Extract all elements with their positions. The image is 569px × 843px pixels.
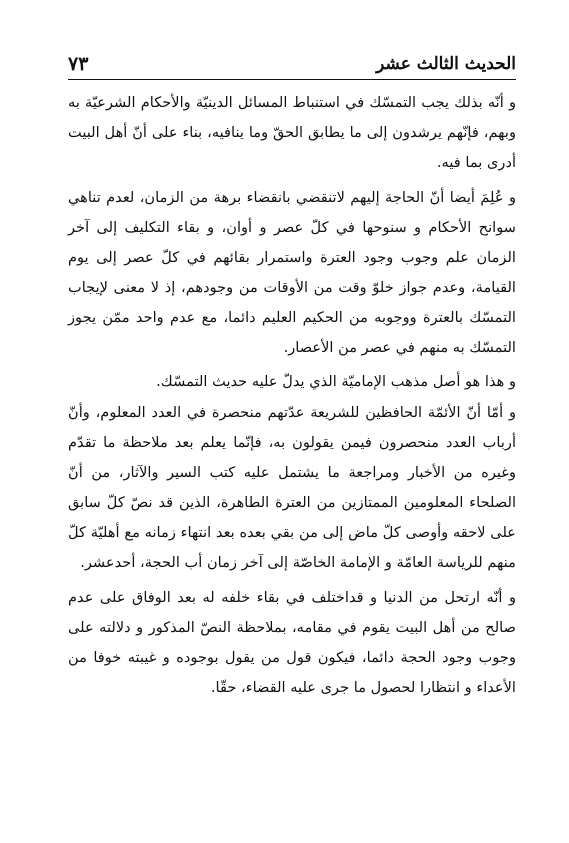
page-body bbox=[68, 88, 516, 707]
paragraph-4: و أمّا أنّ الأئمّة الحافظين للشريعة عدّتهم منحصرة في العدد المعلوم، وأنّ أرباب العدد منحصرون فيمن يقولون به، فإنّما يعلم بعد ملاحظة ما تقدّم وغيره من الأخبار ومراجعة ما يشتمل عليه كتب السير والآثار، من أنّ الصلحاء المعلومين الممتازين من العترة الطاهرة، الذين قد نصّ كلّ سابق على لاحقه وأوصى كلّ ماض إلى من بقي بعده بعد انتهاء زمانه مع أهليّة كلّ منهم للرياسة العامّة و الإمامة الخاصّة إلى آخر زمان أب الحجة، أحدعشر. bbox=[68, 404, 516, 572]
paragraph-5: و أنّه ارتحل من الدنيا و قداختلف في بقاء خلفه له بعد الوفاق على عدم صالح من أهل البيت يقوم في مقامه، بملاحظة النصّ المذكور و دلالته على وجوب وجود الحجة دائما، فيكون قول من يقول بوجوده و غيبته خوفا من الأعداء و انتظارا لحصول ما جرى عليه القضاء، حقّا. bbox=[68, 588, 516, 696]
paragraph-1: و أنّه بذلك يجب التمسّك في استنباط المسائل الدينيّة والأحكام الشرعيّة به وبهم، فإنّهم يرشدون إلى ما يطابق الحقّ وما ينافيه، بناء على أنّ أهل البيت أدرى بما فيه. bbox=[68, 94, 516, 171]
paragraph-3: و هذا هو أصل مذهب الإماميّة الذي يدلّ عليه حديث التمسّك. bbox=[156, 373, 516, 391]
header-divider bbox=[68, 79, 516, 80]
page-number: ٧٣ bbox=[68, 53, 89, 75]
chapter-title: الحديث الثالث عشر bbox=[376, 54, 516, 74]
running-header bbox=[68, 52, 516, 78]
paragraph-2: و عُلِمَ أيضا أنّ الحاجة إليهم لاتنقضي بانقضاء برهة من الزمان، لعدم تناهي سوانح الأحكام و سنوحها في كلّ عصر و أوان، و بقاء التكليف إلى آخر الزمان علم وجوب وجود العترة واستمرار بقائهم في كلّ عصر إلى يوم القيامة، وعدم جواز خلوّ وقت من الأوقات من وجودهم، إذ لا معنى لإيجاب التمسّك بالعترة ووجوبه من الحكيم العليم دائما، مع عدم واحد ممّن يجوز التمسّك به منهم في عصر من الأعصار. bbox=[68, 188, 516, 356]
